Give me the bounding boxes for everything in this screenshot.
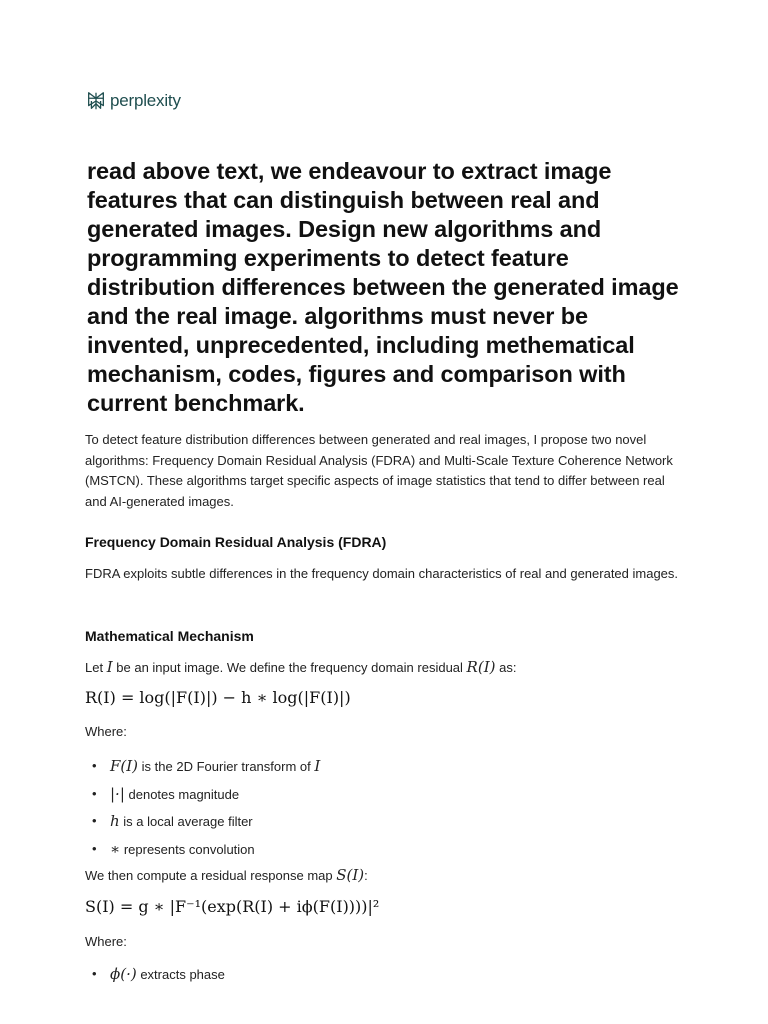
let-sentence [85,657,705,679]
equation-residual: R(I) = log(|F(I)|) − h ∗ log(|F(I)|) [85,688,351,707]
let-suffix: as: [499,660,517,675]
query-title: read above text, we endeavour to extract image features that can distinguish between real and generated images. Design new algorithms and programming experiments to detect feature distribution differences between the generated image and the real image. algorithms must never be invented, unprecedented, including methematical mechanism, codes, figures and comparison with current benchmark. [87,158,679,416]
perplexity-logo-icon [85,90,107,112]
where-label-2: Where: [85,934,127,949]
list-item: • h is a local average filter [92,811,320,839]
intro-paragraph: To detect feature distribution differences between generated and real images, I propose two novel algorithms: Frequency Domain Residual Analysis (FDRA) and Multi-Scale Texture Coherence Network (MSTCN). These algorithms target specific aspects of image statistics that tend to differ between real and AI-generated images. [85,432,673,509]
let-prefix: Let [85,660,104,675]
then-suffix: : [364,868,368,883]
list-item: • ϕ(·) extracts phase [92,964,225,992]
fdra-heading: Frequency Domain Residual Analysis (FDRA) [85,534,387,550]
let-expr: R(I) [466,658,496,676]
list-item: • |·| denotes magnitude [92,784,320,812]
then-expr: S(I) [336,866,365,884]
then-prefix: We then compute a residual response map [85,868,333,883]
fdra-description: FDRA exploits subtle differences in the frequency domain characteristics of real and generated images. [85,566,679,581]
let-middle: be an input image. We define the frequency domain residual [116,660,463,675]
let-var: I [106,658,113,676]
brand-name: perplexity [110,91,181,110]
where-label-1: Where: [85,724,127,739]
equation-response-map: S(I) = g ∗ |F⁻¹(exp(R(I) + iϕ(F(I))))|² [85,897,380,916]
list-item: • ∗ represents convolution [92,839,320,867]
then-sentence [85,865,705,887]
list-item: • F(I) is the 2D Fourier transform of I [92,756,320,784]
definition-list-1 [92,756,320,866]
brand-logo[interactable] [85,90,181,112]
math-heading: Mathematical Mechanism [85,628,254,644]
definition-list-2 [92,964,225,992]
